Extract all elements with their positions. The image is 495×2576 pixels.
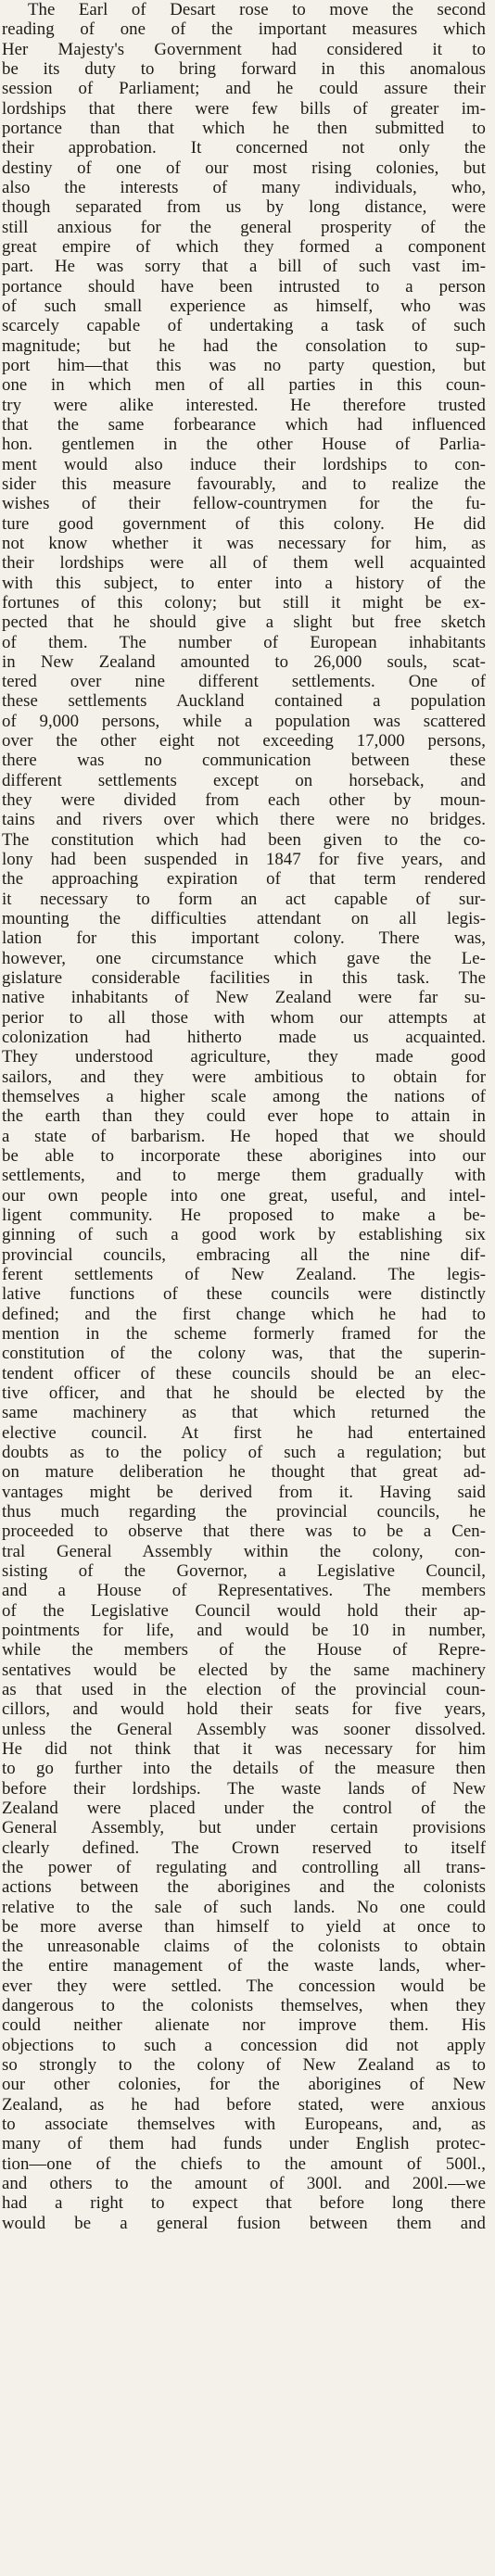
article-text-line: Zealand, as he had before stated, were anxious [2,2094,486,2115]
article-text-line: a state of barbarism. He hoped that we should [2,1126,486,1146]
article-text-line: of them. The number of European inhabitants [2,632,486,652]
article-text-line: there was no communication between these [2,751,486,771]
article-text-line: cillors, and would hold their seats for five years, [2,1699,486,1720]
article-text-line: defined; and the first change which he had to [2,1304,486,1324]
article-text-line: tered over nine different settlements. One of [2,672,486,692]
article-text-line: lation for this important colony. There was, [2,928,486,949]
article-text-line: lony had been suspended in 1847 for five years, and [2,850,486,870]
article-text-line: relative to the sale of such lands. No one could [2,1897,486,1917]
article-text-line: portance should have been intrusted to a person [2,276,486,297]
article-text-line: the entire management of the waste lands, wher- [2,1956,486,1976]
article-text-line: lordships that there were few bills of greater im- [2,98,486,119]
article-text-line: pointments for life, and would be 10 in number, [2,1620,486,1640]
article-text-line: part. He was sorry that a bill of such vast im- [2,257,486,277]
article-text-line: scarcely capable of undertaking a task of such [2,316,486,336]
article-text-line: sailors, and they were ambitious to obtain for [2,1067,486,1087]
article-text-line: great empire of which they formed a component [2,236,486,257]
article-text-line: ferent settlements of New Zealand. The legis- [2,1265,486,1284]
article-text-line: and others to the amount of 300l. and 200l.—we [2,2174,486,2194]
article-text-line: be more averse than himself to yield at once to [2,1916,486,1937]
article-text-line: the power of regulating and controlling all trans- [2,1857,486,1877]
article-text-line: the unreasonable claims of the colonists to obtain [2,1937,486,1957]
article-text-line: provincial councils, embracing all the nine dif- [2,1244,486,1265]
article-text-line: could neither alienate nor improve them. His [2,2015,486,2036]
article-text-line: The constitution which had been given to the co- [2,829,486,850]
article-text-line: themselves a higher scale among the nations of [2,1087,486,1107]
article-text-line: constitution of the colony was, that the superin- [2,1344,486,1364]
article-text-line: however, one circumstance which gave the Le- [2,948,486,968]
article-text-line: before their lordships. The waste lands of New [2,1778,486,1799]
article-text-line: different settlements except on horseback, and [2,770,486,790]
article-text-line: Zealand were placed under the control of the [2,1798,486,1818]
article-text-line: portance than that which he then submitted to [2,118,486,138]
article-text-line: still anxious for the general prosperity of the [2,217,486,237]
article-text-line: not know whether it was necessary for him, as [2,533,486,553]
article-text-line: they were divided from each other by moun- [2,790,486,811]
article-text-line: ment would also induce their lordships to con- [2,454,486,474]
article-text-line: would be a general fusion between them and [2,2213,486,2233]
article-text-line: and a House of Representatives. The members [2,1581,486,1601]
article-text-line: proceeded to observe that there was to be a Cen- [2,1522,486,1542]
article-text-line: tral General Assembly within the colony, con- [2,1541,486,1561]
article-text-line: tendent officer of these councils should be an elec- [2,1363,486,1383]
article-text-line: of such small experience as himself, who was [2,296,486,316]
article-text-line: on mature deliberation he thought that great ad- [2,1462,486,1483]
article-text-line: ever they were settled. The concession would be [2,1976,486,1996]
article-text-line: the approaching expiration of that term rendered [2,869,486,890]
article-text-line: gislature considerable facilities in this task. The [2,968,486,989]
article-text-line: lative functions of these councils were distinctly [2,1284,486,1305]
article-text-line: be able to incorporate these aborigines into our [2,1146,486,1167]
article-text-line: mention in the scheme formerly framed for the [2,1323,486,1344]
article-text-line: ginning of such a good work by establishing six [2,1225,486,1245]
article-text-line: settlements, and to merge them gradually with [2,1166,486,1186]
article-text-line: sentatives would be elected by the same machinery [2,1660,486,1680]
article-text-line: pected that he should give a slight but free sketch [2,612,486,633]
article-text-line: the earth than they could ever hope to attain in [2,1106,486,1127]
article-text-line: Her Majesty's Government had considered it to [2,39,486,59]
article-text-line: elective council. At first he had entertained [2,1422,486,1443]
article-text-line: to go further into the details of the measure then [2,1759,486,1779]
article-text-line: sider this measure favourably, and to realize the [2,474,486,494]
article-text-line: unless the General Assembly was sooner dissolved. [2,1719,486,1739]
article-text-line: to associate themselves with Europeans, and, as [2,2115,486,2135]
article-text-line: ture good government of this colony. He did [2,513,486,534]
article-text-line: colonization had hitherto made us acquainted. [2,1028,486,1048]
article-text-line: thus much regarding the provincial councils, he [2,1501,486,1522]
page-edge-fade [0,2567,495,2576]
article-text-line: doubts as to the policy of such a regulation; but [2,1442,486,1462]
article-text-line: be its duty to bring forward in this anomalous [2,58,486,79]
article-text-line: objections to such a concession did not apply [2,2035,486,2055]
article-text-line: vantages might be derived from it. Having said [2,1482,486,1502]
article-text-line: actions between the aborigines and the colonists [2,1877,486,1898]
article-text-line: General Assembly, but under certain provisions [2,1818,486,1838]
article-text-line: sisting of the Governor, a Legislative Council, [2,1560,486,1581]
article-text-line: The Earl of Desart rose to move the second [28,0,486,19]
article-text-line: with this subject, to enter into a history of the [2,573,486,593]
article-text-line: tive officer, and that he should be elected by the [2,1383,486,1403]
article-text-line: tains and rivers over which there were no bridges. [2,810,486,830]
article-text-line: mounting the difficulties attendant on all legis- [2,909,486,929]
article-text-line: clearly defined. The Crown reserved to itself [2,1837,486,1858]
article-text-line: native inhabitants of New Zealand were far su- [2,988,486,1008]
article-text-line: one in which men of all parties in this coun- [2,375,486,396]
article-text-line: tion—one of the chiefs to the amount of 500l., [2,2153,486,2174]
article-text-line: ligent community. He proposed to make a be- [2,1206,486,1226]
article-text-line: our other colonies, for the aborigines of New [2,2075,486,2095]
article-text-line: though separated from us by long distance, were [2,197,486,218]
article-text-line: it necessary to form an act capable of sur- [2,889,486,909]
article-text-line: these settlements Auckland contained a population [2,691,486,712]
article-text-line: over the other eight not exceeding 17,000 persons, [2,731,486,751]
article-text-line: so strongly to the colony of New Zealand as to [2,2055,486,2076]
article-text-line: as that used in the election of the provincial coun- [2,1679,486,1699]
article-text-line: perior to all those with whom our attempts at [2,1007,486,1028]
article-text-line: wishes of their fellow-countrymen for the fu- [2,494,486,514]
article-text-line: also the interests of many individuals, who, [2,177,486,197]
article-text-line: They understood agriculture, they made good [2,1047,486,1067]
article-text-line: in New Zealand amounted to 26,000 souls, scat- [2,651,486,672]
article-column [2,0,486,2233]
article-text-line: hon. gentlemen in the other House of Parlia- [2,435,486,455]
article-text-line: that the same forbearance which had influenced [2,414,486,435]
article-text-line: many of them had funds under English protec- [2,2134,486,2154]
article-text-line: of 9,000 persons, while a population was scattered [2,711,486,731]
article-text-line: our own people into one great, useful, and intel- [2,1185,486,1206]
article-text-line: port him—that this was no party question, but [2,355,486,375]
article-text-line: He did not think that it was necessary for him [2,1738,486,1759]
article-text-line: their lordships were all of them well acquainted [2,553,486,574]
article-text-line: dangerous to the colonists themselves, when they [2,1996,486,2016]
article-text-line: of the Legislative Council would hold their ap- [2,1600,486,1621]
article-text-line: magnitude; but he had the consolation to sup- [2,335,486,356]
article-text-line: destiny of one of our most rising colonies, but [2,158,486,178]
article-text-line: try were alike interested. He therefore trusted [2,395,486,415]
article-text-line: session of Parliament; and he could assure their [2,79,486,99]
article-text-line: had a right to expect that before long there [2,2193,486,2214]
article-text-line: same machinery as that which returned the [2,1403,486,1423]
article-text-line: reading of one of the important measures which [2,19,486,40]
article-text-line: fortunes of this colony; but still it might be ex- [2,592,486,612]
article-text-line: their approbation. It concerned not only the [2,138,486,158]
article-text-line: while the members of the House of Repre- [2,1640,486,1661]
